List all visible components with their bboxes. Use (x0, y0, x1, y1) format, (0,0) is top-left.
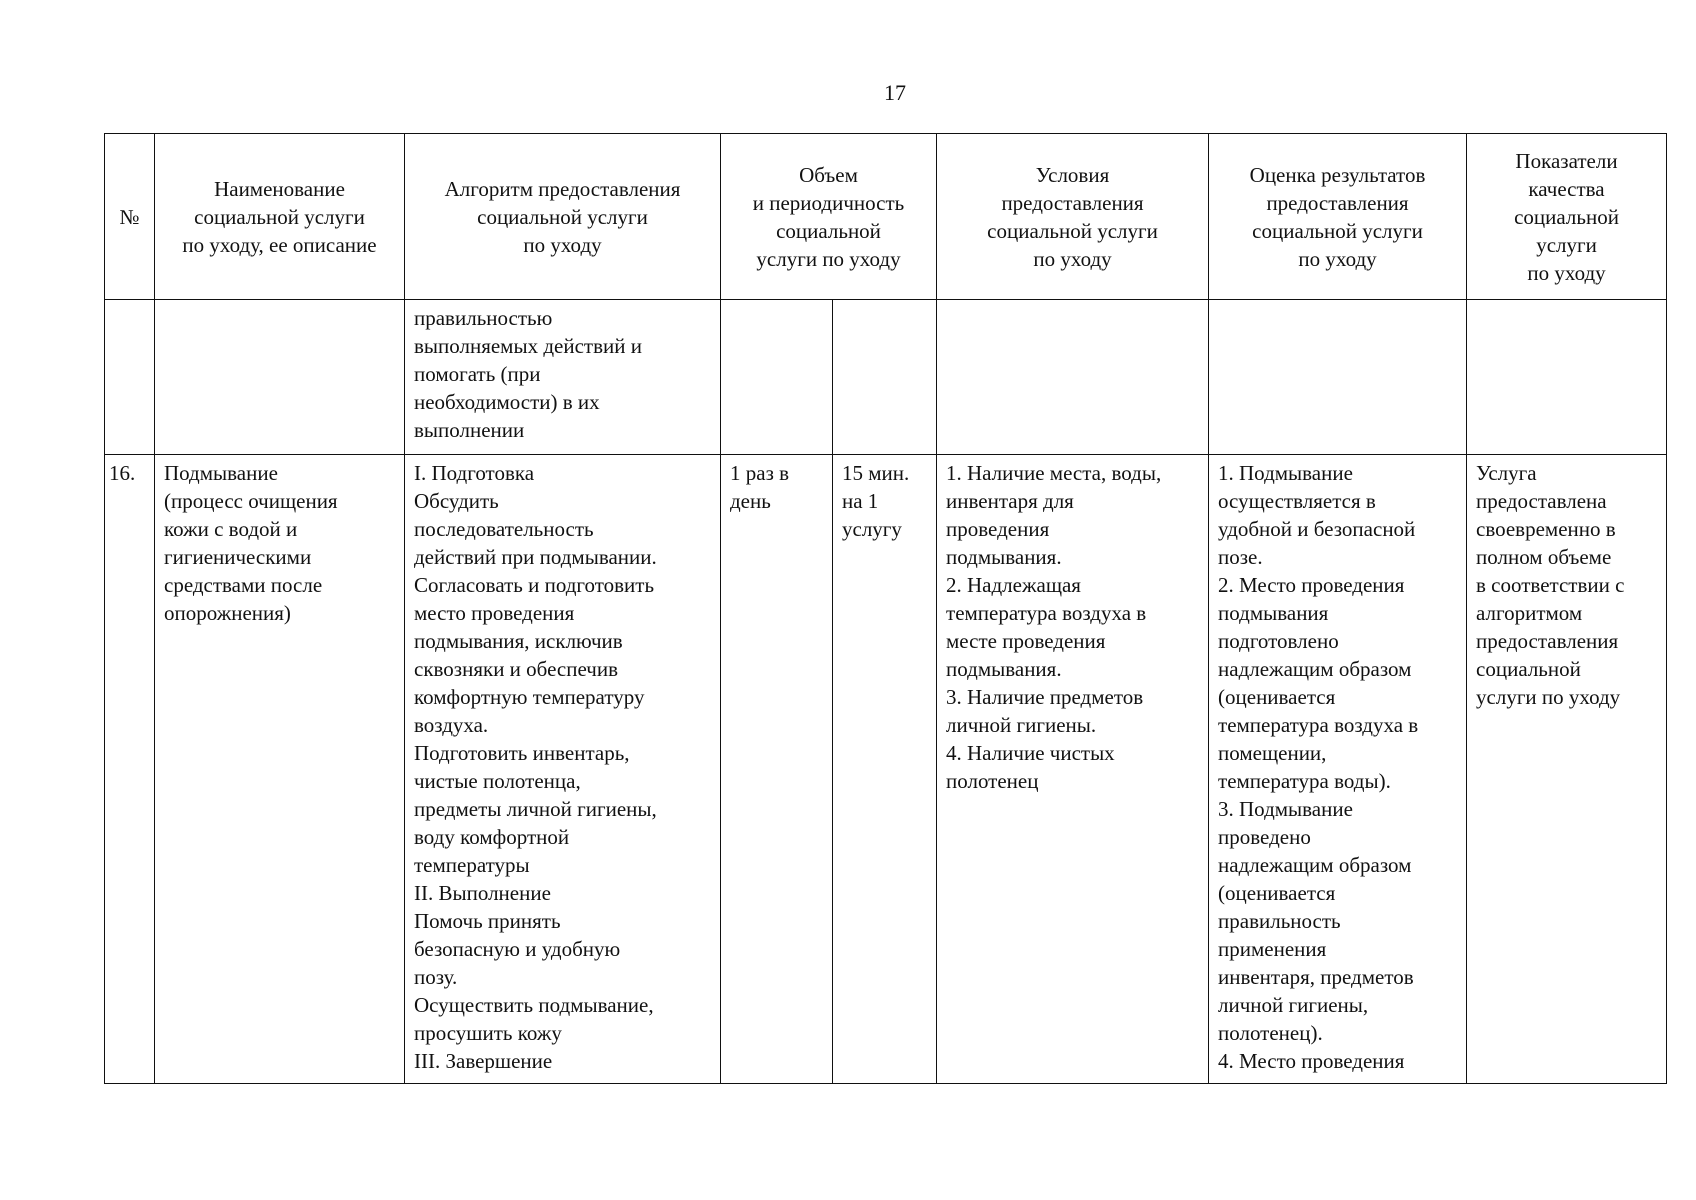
text-line: осуществляется в (1218, 489, 1376, 513)
text-line: проведено (1218, 825, 1311, 849)
text-line: надлежащим образом (1218, 657, 1412, 681)
text-line: последовательность (414, 517, 594, 541)
text-line: проведения (946, 517, 1050, 541)
text-line: действий при подмывании. (414, 545, 657, 569)
text-line: социальной (1514, 204, 1619, 229)
header-no: № (105, 134, 155, 300)
text-line: полотенец). (1218, 1021, 1323, 1045)
text-line: удобной и безопасной (1218, 517, 1416, 541)
text-line: предметы личной гигиены, (414, 797, 657, 821)
text-line: выполняемых действий и (414, 334, 642, 358)
text-line: Услуга (1476, 461, 1537, 485)
text-line: правильностью (414, 306, 553, 330)
text-line: предоставления (1476, 629, 1619, 653)
text-line: 1. Наличие места, воды, (946, 461, 1162, 485)
cont-evaluation (1209, 300, 1467, 455)
continuation-row (105, 300, 1667, 455)
header-volume (721, 134, 937, 300)
text-line: услуги по уходу (1476, 685, 1621, 709)
text-line: 2. Место проведения (1218, 573, 1405, 597)
service-name (155, 455, 405, 1084)
text-line: инвентаря, предметов (1218, 965, 1414, 989)
text-line: необходимости) в их (414, 390, 600, 414)
page-number: 17 (884, 80, 906, 105)
text-line: по уходу, ее описание (182, 232, 377, 257)
text-line: Осуществить подмывание, (414, 993, 654, 1017)
text-line: по уходу (1527, 260, 1606, 285)
text-line: 4. Место проведения (1218, 1049, 1405, 1073)
text-line: помогать (при (414, 362, 541, 386)
text-line: социальной услуги (1252, 218, 1423, 243)
header-row (105, 134, 1667, 300)
text-line: средствами после (164, 573, 323, 597)
service-evaluation (1209, 455, 1467, 1084)
text-line: просушить кожу (414, 1021, 562, 1045)
text-line: социальной (1476, 657, 1581, 681)
text-line: и периодичность (752, 190, 905, 215)
text-line: услуги (1536, 232, 1597, 257)
text-line: день (730, 489, 771, 513)
text-line: на 1 (842, 489, 879, 513)
text-line: своевременно в (1476, 517, 1616, 541)
service-duration (833, 455, 937, 1084)
text-line: комфортную температуру (414, 685, 645, 709)
header-quality (1467, 134, 1667, 300)
text-line: услуги по уходу (756, 246, 901, 271)
text-line: Показатели (1515, 148, 1618, 173)
cont-name (155, 300, 405, 455)
cont-no (105, 300, 155, 455)
text-line: температура воды). (1218, 769, 1391, 793)
text-line: месте проведения (946, 629, 1106, 653)
services-table (104, 133, 1667, 1084)
header-conditions (937, 134, 1209, 300)
cont-duration (833, 300, 937, 455)
text-line: социальной услуги (987, 218, 1158, 243)
text-line: чистые полотенца, (414, 769, 581, 793)
text-line: I. Подготовка (414, 461, 535, 485)
text-line: подмывания, исключив (414, 629, 623, 653)
service-quality (1467, 455, 1667, 1084)
text-line: социальной услуги (194, 204, 365, 229)
text-line: III. Завершение (414, 1049, 553, 1073)
text-line: воду комфортной (414, 825, 570, 849)
row-number: 16. (105, 455, 155, 1084)
service-conditions (937, 455, 1209, 1084)
text-line: применения (1218, 937, 1327, 961)
text-line: по уходу (1033, 246, 1112, 271)
text-line: социальной (776, 218, 881, 243)
text-line: Подмывание (164, 461, 278, 485)
cont-algorithm (405, 300, 721, 455)
text-line: Наименование (214, 176, 345, 201)
text-line: по уходу (1298, 246, 1377, 271)
text-line: 3. Наличие предметов (946, 685, 1144, 709)
text-line: Подготовить инвентарь, (414, 741, 630, 765)
text-line: Согласовать и подготовить (414, 573, 655, 597)
service-frequency (721, 455, 833, 1084)
text-line: по уходу (523, 232, 602, 257)
text-line: в соответствии с (1476, 573, 1625, 597)
text-line: Обсудить (414, 489, 499, 513)
cont-conditions (937, 300, 1209, 455)
cont-quality (1467, 300, 1667, 455)
text-line: температура воздуха в (946, 601, 1147, 625)
text-line: сквозняки и обеспечив (414, 657, 618, 681)
text-line: позу. (414, 965, 458, 989)
text-line: позе. (1218, 545, 1263, 569)
text-line: Объем (799, 162, 858, 187)
text-line: личной гигиены, (1218, 993, 1369, 1017)
text-line: качества (1528, 176, 1605, 201)
text-line: (оценивается (1218, 881, 1336, 905)
text-line: кожи с водой и (164, 517, 298, 541)
text-line: Оценка результатов (1249, 162, 1426, 187)
text-line: надлежащим образом (1218, 853, 1412, 877)
text-line: 15 мин. (842, 461, 910, 485)
text-line: место проведения (414, 601, 575, 625)
text-line: Условия (1035, 162, 1110, 187)
table-row (105, 455, 1667, 1084)
text-line: температура воздуха в (1218, 713, 1419, 737)
header-algorithm (405, 134, 721, 300)
text-line: 1. Подмывание (1218, 461, 1353, 485)
text-line: подмывания (1218, 601, 1329, 625)
text-line: 2. Надлежащая (946, 573, 1081, 597)
text-line: подготовлено (1218, 629, 1339, 653)
text-line: алгоритмом (1476, 601, 1583, 625)
text-line: II. Выполнение (414, 881, 551, 905)
text-line: Помочь принять (414, 909, 561, 933)
text-line: 4. Наличие чистых (946, 741, 1115, 765)
text-line: подмывания. (946, 545, 1062, 569)
text-line: (процесс очищения (164, 489, 338, 513)
text-line: правильность (1218, 909, 1341, 933)
text-line: Алгоритм предоставления (444, 176, 681, 201)
text-line: полотенец (946, 769, 1039, 793)
text-line: социальной услуги (477, 204, 648, 229)
text-line: личной гигиены. (946, 713, 1097, 737)
header-name (155, 134, 405, 300)
text-line: гигиеническими (164, 545, 312, 569)
cont-frequency (721, 300, 833, 455)
header-evaluation (1209, 134, 1467, 300)
text-line: помещении, (1218, 741, 1327, 765)
text-line: подмывания. (946, 657, 1062, 681)
service-algorithm (405, 455, 721, 1084)
text-line: 1 раз в (730, 461, 790, 485)
text-line: температуры (414, 853, 530, 877)
text-line: предоставления (1266, 190, 1409, 215)
text-line: инвентаря для (946, 489, 1074, 513)
text-line: 3. Подмывание (1218, 797, 1353, 821)
text-line: предоставления (1001, 190, 1144, 215)
text-line: опорожнения) (164, 601, 291, 625)
text-line: выполнении (414, 418, 525, 442)
text-line: полном объеме (1476, 545, 1612, 569)
text-line: услугу (842, 517, 902, 541)
text-line: (оценивается (1218, 685, 1336, 709)
text-line: воздуха. (414, 713, 489, 737)
text-line: безопасную и удобную (414, 937, 621, 961)
text-line: предоставлена (1476, 489, 1607, 513)
